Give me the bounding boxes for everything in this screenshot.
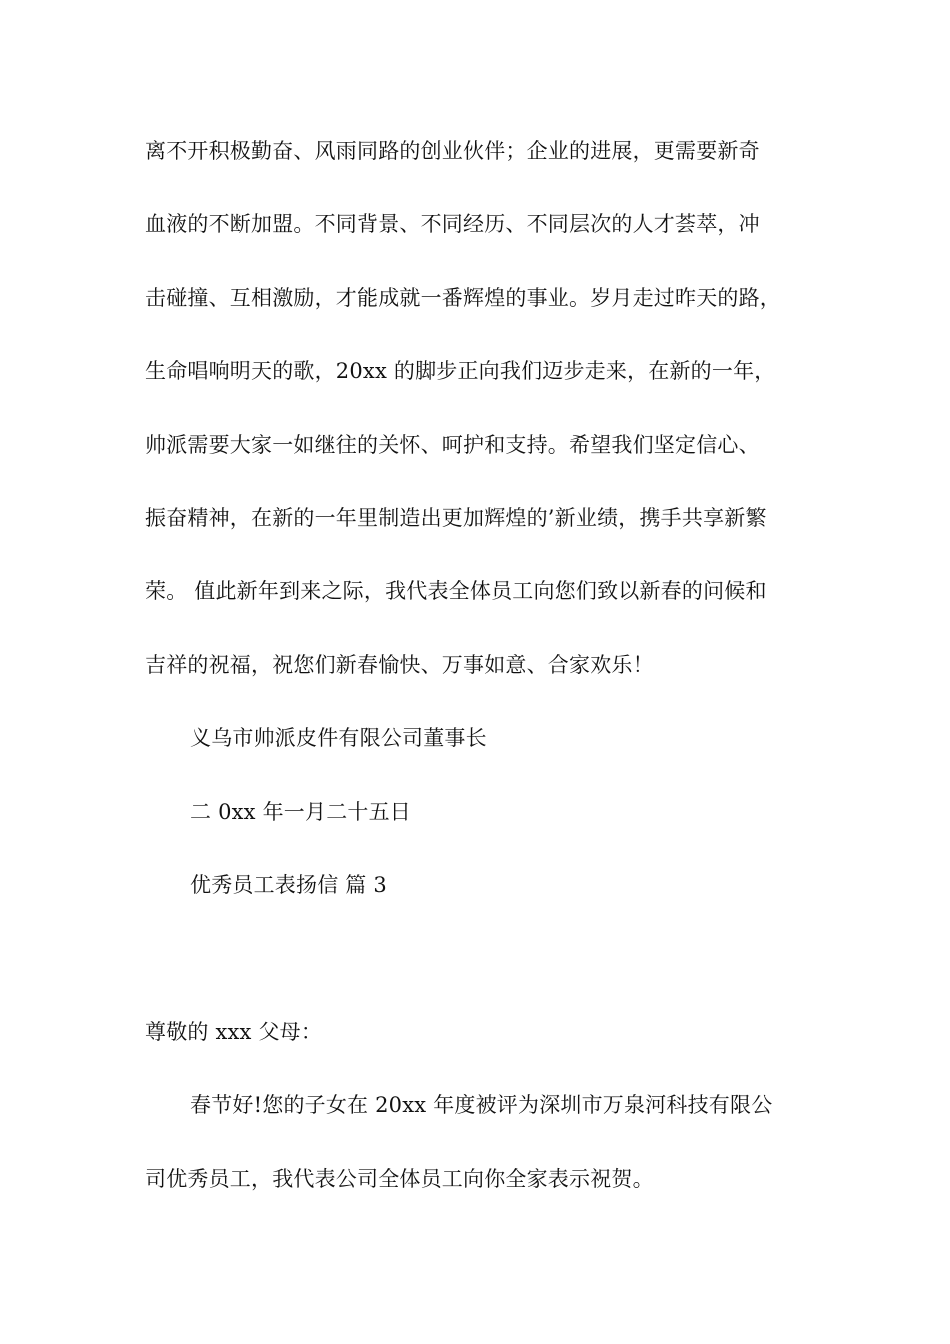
body-text-line: 击碰撞、互相激励，才能成就一番辉煌的事业。岁月走过昨天的路， [145, 286, 781, 310]
body-text-line: 生命唱响明天的歌，20xx 的脚步正向我们迈步走来，在新的一年， [145, 359, 776, 383]
body-text-line: 春节好!您的子女在 20xx 年度被评为深圳市万泉河科技有限公 [190, 1093, 773, 1117]
salutation: 尊敬的 xxx 父母： [145, 1020, 323, 1044]
body-text-line: 司优秀员工，我代表公司全体员工向你全家表示祝贺。 [145, 1167, 654, 1191]
body-text-line: 吉祥的祝福，祝您们新春愉快、万事如意、合家欢乐！ [145, 653, 654, 677]
body-text-line: 荣。 值此新年到来之际，我代表全体员工向您们致以新春的问候和 [145, 579, 767, 603]
signature: 义乌市帅派皮件有限公司董事长 [190, 726, 487, 750]
body-text-line: 帅派需要大家一如继往的关怀、呵护和支持。希望我们坚定信心、 [145, 433, 760, 457]
body-text-line: 振奋精神，在新的一年里制造出更加辉煌的’新业绩，携手共享新繁 [145, 506, 767, 530]
body-text-line: 血液的不断加盟。不同背景、不同经历、不同层次的人才荟萃，冲 [145, 212, 760, 236]
section-title: 优秀员工表扬信 篇 3 [190, 873, 387, 897]
body-text-line: 离不开积极勤奋、风雨同路的创业伙伴；企业的进展，更需要新奇 [145, 139, 760, 163]
date-line: 二 0xx 年一月二十五日 [190, 800, 411, 824]
